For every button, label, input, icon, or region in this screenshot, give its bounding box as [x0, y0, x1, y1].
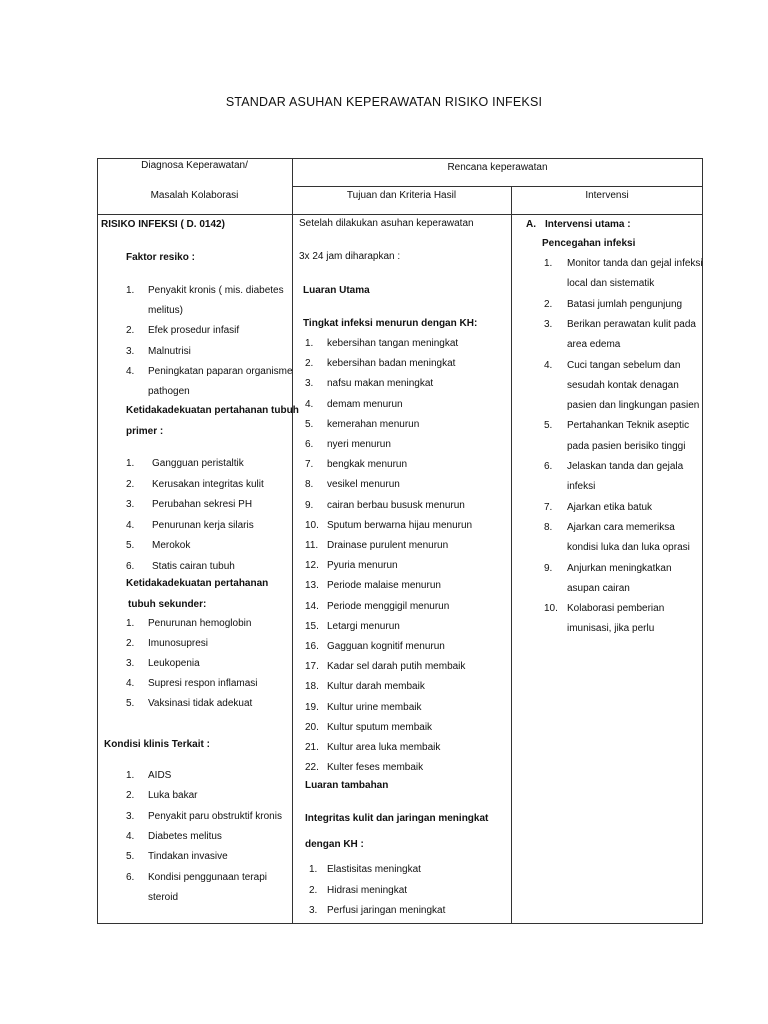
- kondisi-item-text: Penyakit paru obstruktif kronis: [148, 810, 282, 822]
- intervensi-item-text: local dan sistematik: [567, 278, 655, 290]
- kriteria-hasil-2-item-text: Hidrasi meningkat: [327, 884, 408, 896]
- kondisi-item-text: Kondisi penggunaan terapi: [148, 871, 267, 883]
- kriteria-hasil-item-number: 11.: [305, 540, 319, 551]
- intervensi-item-text: Ajarkan etika batuk: [567, 501, 653, 513]
- kriteria-hasil-item-text: nafsu makan meningkat: [327, 378, 434, 390]
- sekunder-item-number: 4.: [126, 678, 135, 689]
- primer-item-text: Merokok: [152, 540, 191, 551]
- intervensi-item-text: sesudah kontak denagan: [567, 379, 679, 391]
- kriteria-hasil-item-text: demam menurun: [327, 398, 403, 410]
- intervensi-item-text: Ajarkan cara memeriksa: [567, 521, 675, 533]
- intervensi-heading: Intervensi utama :: [545, 219, 631, 230]
- kriteria-hasil-item-text: Pyuria menurun: [327, 560, 398, 572]
- kriteria-hasil-item-number: 16.: [305, 641, 319, 652]
- intervensi-item-text: Batasi jumlah pengunjung: [567, 298, 683, 310]
- luaran-tambahan-heading: Luaran tambahan: [305, 780, 389, 791]
- kriteria-hasil-item-text: Kadar sel darah putih membaik: [327, 661, 466, 673]
- header-tujuan: Tujuan dan Kriteria Hasil: [346, 190, 457, 201]
- kriteria-hasil-item-number: 14.: [305, 600, 319, 612]
- faktor-item-text: melitus): [148, 305, 184, 317]
- kriteria-hasil-2-item-number: 2.: [309, 884, 318, 896]
- sekunder-item-text: Supresi respon inflamasi: [148, 678, 258, 689]
- intervensi-item-text: kondisi luka dan luka oprasi: [567, 542, 690, 554]
- kriteria-hasil-item-text: kebersihan badan meningkat: [327, 358, 456, 370]
- sekunder-item-text: Leukopenia: [148, 658, 200, 669]
- kriteria-hasil-item-number: 6.: [305, 439, 314, 450]
- faktor-item-number: 2.: [126, 325, 135, 337]
- sekunder-item-number: 1.: [126, 618, 135, 629]
- kondisi-item-text: Diabetes melitus: [148, 830, 222, 842]
- luaran-utama-heading: Luaran Utama: [303, 285, 370, 296]
- diagnosis-label: RISIKO INFEKSI ( D. 0142): [101, 219, 225, 230]
- header-divider-bottom: [97, 214, 703, 215]
- kriteria-hasil-item-text: nyeri menurun: [327, 439, 391, 450]
- faktor-item-number: 3.: [126, 345, 135, 357]
- document-title: STANDAR ASUHAN KEPERAWATAN RISIKO INFEKSI: [225, 95, 543, 109]
- primer-item-number: 4.: [126, 519, 135, 531]
- primer-item-number: 6.: [126, 560, 135, 572]
- intervensi-item-text: Anjurkan meningkatkan: [567, 562, 672, 574]
- kriteria-hasil-item-text: vesikel menurun: [327, 479, 400, 491]
- faktor-item-text: Malnutrisi: [148, 345, 191, 357]
- faktor-item-text: Peningkatan paparan organisme: [148, 365, 293, 377]
- kondisi-item-number: 5.: [126, 851, 135, 863]
- intervensi-item-text: Monitor tanda dan gejal infeksi: [567, 258, 703, 269]
- kriteria-hasil-item-text: Gagguan kognitif menurun: [327, 641, 445, 652]
- primer-item-number: 3.: [126, 499, 135, 510]
- integritas-heading: Integritas kulit dan jaringan meningkat: [305, 813, 489, 824]
- intervensi-item-number: 4.: [544, 359, 553, 371]
- primer-item-number: 2.: [126, 478, 135, 490]
- kondisi-item-text: Luka bakar: [148, 790, 198, 802]
- kriteria-hasil-item-number: 19.: [305, 701, 319, 713]
- kriteria-hasil-item-text: Periode malaise menurun: [327, 580, 441, 592]
- sekunder-item-number: 3.: [126, 658, 135, 669]
- column-divider-2: [511, 187, 512, 924]
- sekunder-item-text: Imunosupresi: [148, 638, 209, 649]
- intervensi-item-number: 1.: [544, 258, 553, 269]
- intervensi-item-number: 5.: [544, 420, 553, 432]
- primer-item-text: Gangguan peristaltik: [152, 458, 244, 469]
- kriteria-hasil-2-item-text: Perfusi jaringan meningkat: [327, 905, 446, 916]
- kriteria-hasil-item-text: Letargi menurun: [327, 620, 400, 632]
- kondisi-item-text: steroid: [148, 891, 179, 903]
- kriteria-hasil-2-item-text: Elastisitas meningkat: [327, 864, 421, 875]
- kriteria-hasil-item-text: kemerahan menurun: [327, 418, 420, 430]
- kriteria-hasil-item-number: 20.: [305, 721, 319, 733]
- kriteria-hasil-item-number: 1.: [305, 338, 314, 349]
- sekunder-item-text: Penurunan hemoglobin: [148, 618, 252, 629]
- intervensi-item-text: imunisasi, jika perlu: [567, 623, 655, 635]
- kriteria-hasil-item-text: kebersihan tangan meningkat: [327, 338, 459, 349]
- intervensi-item-text: pasien dan lingkungan pasien: [567, 400, 700, 412]
- kondisi-item-text: Tindakan invasive: [148, 851, 228, 863]
- kriteria-hasil-item-number: 21.: [305, 742, 319, 753]
- faktor-heading: Faktor resiko :: [126, 252, 195, 263]
- intervensi-item-text: Jelaskan tanda dan gejala: [567, 461, 684, 472]
- kriteria-hasil-item-number: 5.: [305, 418, 314, 430]
- sekunder-heading-2: tubuh sekunder:: [128, 599, 207, 610]
- sekunder-heading: Ketidakadekuatan pertahanan: [126, 578, 269, 589]
- primer-heading: Ketidakadekuatan pertahanan tubuh: [126, 405, 299, 416]
- kriteria-hasil-item-number: 10.: [305, 519, 319, 531]
- intervensi-item-text: infeksi: [567, 481, 596, 493]
- kriteria-hasil-2-item-number: 3.: [309, 905, 318, 916]
- kondisi-item-number: 4.: [126, 830, 135, 842]
- kriteria-hasil-item-number: 3.: [305, 378, 314, 390]
- tingkat-infeksi-heading: Tingkat infeksi menurun dengan KH:: [303, 318, 478, 329]
- kriteria-hasil-2-item-number: 1.: [309, 864, 318, 875]
- kriteria-hasil-item-number: 7.: [305, 459, 314, 471]
- intervensi-item-text: Kolaborasi pemberian: [567, 603, 665, 615]
- kondisi-item-number: 3.: [126, 810, 135, 822]
- kriteria-hasil-item-text: Kultur darah membaik: [327, 681, 425, 693]
- faktor-item-number: 1.: [126, 285, 135, 296]
- kriteria-hasil-item-text: Sputum berwarna hijau menurun: [327, 519, 473, 531]
- kriteria-hasil-item-number: 2.: [305, 358, 314, 370]
- intervensi-item-number: 6.: [544, 461, 553, 472]
- header-intervensi: Intervensi: [585, 190, 629, 201]
- intervensi-item-number: 9.: [544, 562, 553, 574]
- kriteria-hasil-item-text: Periode menggigil menurun: [327, 600, 450, 612]
- kriteria-hasil-item-text: Kulter feses membaik: [327, 762, 424, 774]
- kriteria-hasil-item-number: 17.: [305, 661, 319, 673]
- kondisi-item-number: 6.: [126, 871, 135, 883]
- intervensi-item-number: 8.: [544, 521, 553, 533]
- kriteria-hasil-item-number: 4.: [305, 398, 314, 410]
- kondisi-heading: Kondisi klinis Terkait :: [104, 739, 210, 750]
- sekunder-item-number: 2.: [126, 638, 135, 649]
- sekunder-item-text: Vaksinasi tidak adekuat: [148, 698, 253, 709]
- kondisi-item-text: AIDS: [148, 770, 172, 781]
- intervensi-item-number: 7.: [544, 501, 553, 513]
- kriteria-hasil-item-text: bengkak menurun: [327, 459, 408, 471]
- primer-item-text: Statis cairan tubuh: [152, 560, 235, 572]
- intervensi-heading-letter: A.: [526, 219, 536, 230]
- kriteria-hasil-item-text: Kultur area luka membaik: [327, 742, 441, 753]
- kriteria-hasil-item-number: 15.: [305, 620, 319, 632]
- header-rencana: Rencana keperawatan: [447, 162, 548, 173]
- kriteria-hasil-item-number: 22.: [305, 762, 319, 774]
- faktor-item-text: pathogen: [148, 386, 190, 397]
- primer-item-number: 1.: [126, 458, 135, 469]
- kriteria-hasil-item-number: 8.: [305, 479, 314, 491]
- intervensi-item-number: 2.: [544, 298, 553, 310]
- kriteria-hasil-item-number: 9.: [305, 499, 314, 511]
- sekunder-item-number: 5.: [126, 698, 135, 709]
- kondisi-item-number: 1.: [126, 770, 135, 781]
- primer-item-text: Kerusakan integritas kulit: [152, 478, 264, 490]
- header-masalah: Masalah Kolaborasi: [150, 190, 239, 201]
- kondisi-item-number: 2.: [126, 790, 135, 802]
- primer-item-text: Penurunan kerja silaris: [152, 519, 254, 531]
- intro-line-1: Setelah dilakukan asuhan keperawatan: [299, 218, 474, 229]
- intervensi-item-text: area edema: [567, 339, 621, 351]
- kriteria-hasil-item-number: 13.: [305, 580, 319, 592]
- primer-heading-2: primer :: [126, 426, 164, 437]
- column-divider-1: [292, 158, 293, 924]
- intervensi-item-text: pada pasien berisiko tinggi: [567, 440, 686, 452]
- kriteria-hasil-item-text: cairan berbau bususk menurun: [327, 499, 465, 511]
- integritas-heading-2: dengan KH :: [305, 839, 364, 850]
- kriteria-hasil-item-number: 12.: [305, 560, 319, 572]
- faktor-item-text: Penyakit kronis ( mis. diabetes: [148, 285, 284, 296]
- intervensi-item-text: Pertahankan Teknik aseptic: [567, 420, 690, 432]
- intervensi-item-number: 3.: [544, 318, 553, 330]
- intervensi-item-text: Berikan perawatan kulit pada: [567, 318, 696, 330]
- kriteria-hasil-item-text: Kultur urine membaik: [327, 701, 422, 713]
- intervensi-item-text: Cuci tangan sebelum dan: [567, 359, 681, 371]
- faktor-item-text: Efek prosedur infasif: [148, 325, 240, 337]
- intro-line-2: 3x 24 jam diharapkan :: [299, 251, 401, 262]
- faktor-item-number: 4.: [126, 365, 135, 377]
- kriteria-hasil-item-number: 18.: [305, 681, 319, 693]
- kriteria-hasil-item-text: Kultur sputum membaik: [327, 721, 433, 733]
- intervensi-item-number: 10.: [544, 603, 558, 615]
- pencegahan-heading: Pencegahan infeksi: [542, 238, 636, 249]
- header-diagnosa: Diagnosa Keperawatan/: [141, 160, 248, 171]
- kriteria-hasil-item-text: Drainase purulent menurun: [327, 540, 449, 551]
- primer-item-number: 5.: [126, 540, 135, 551]
- intervensi-item-text: asupan cairan: [567, 582, 630, 594]
- header-divider-rencana: [292, 186, 703, 187]
- primer-item-text: Perubahan sekresi PH: [152, 499, 253, 510]
